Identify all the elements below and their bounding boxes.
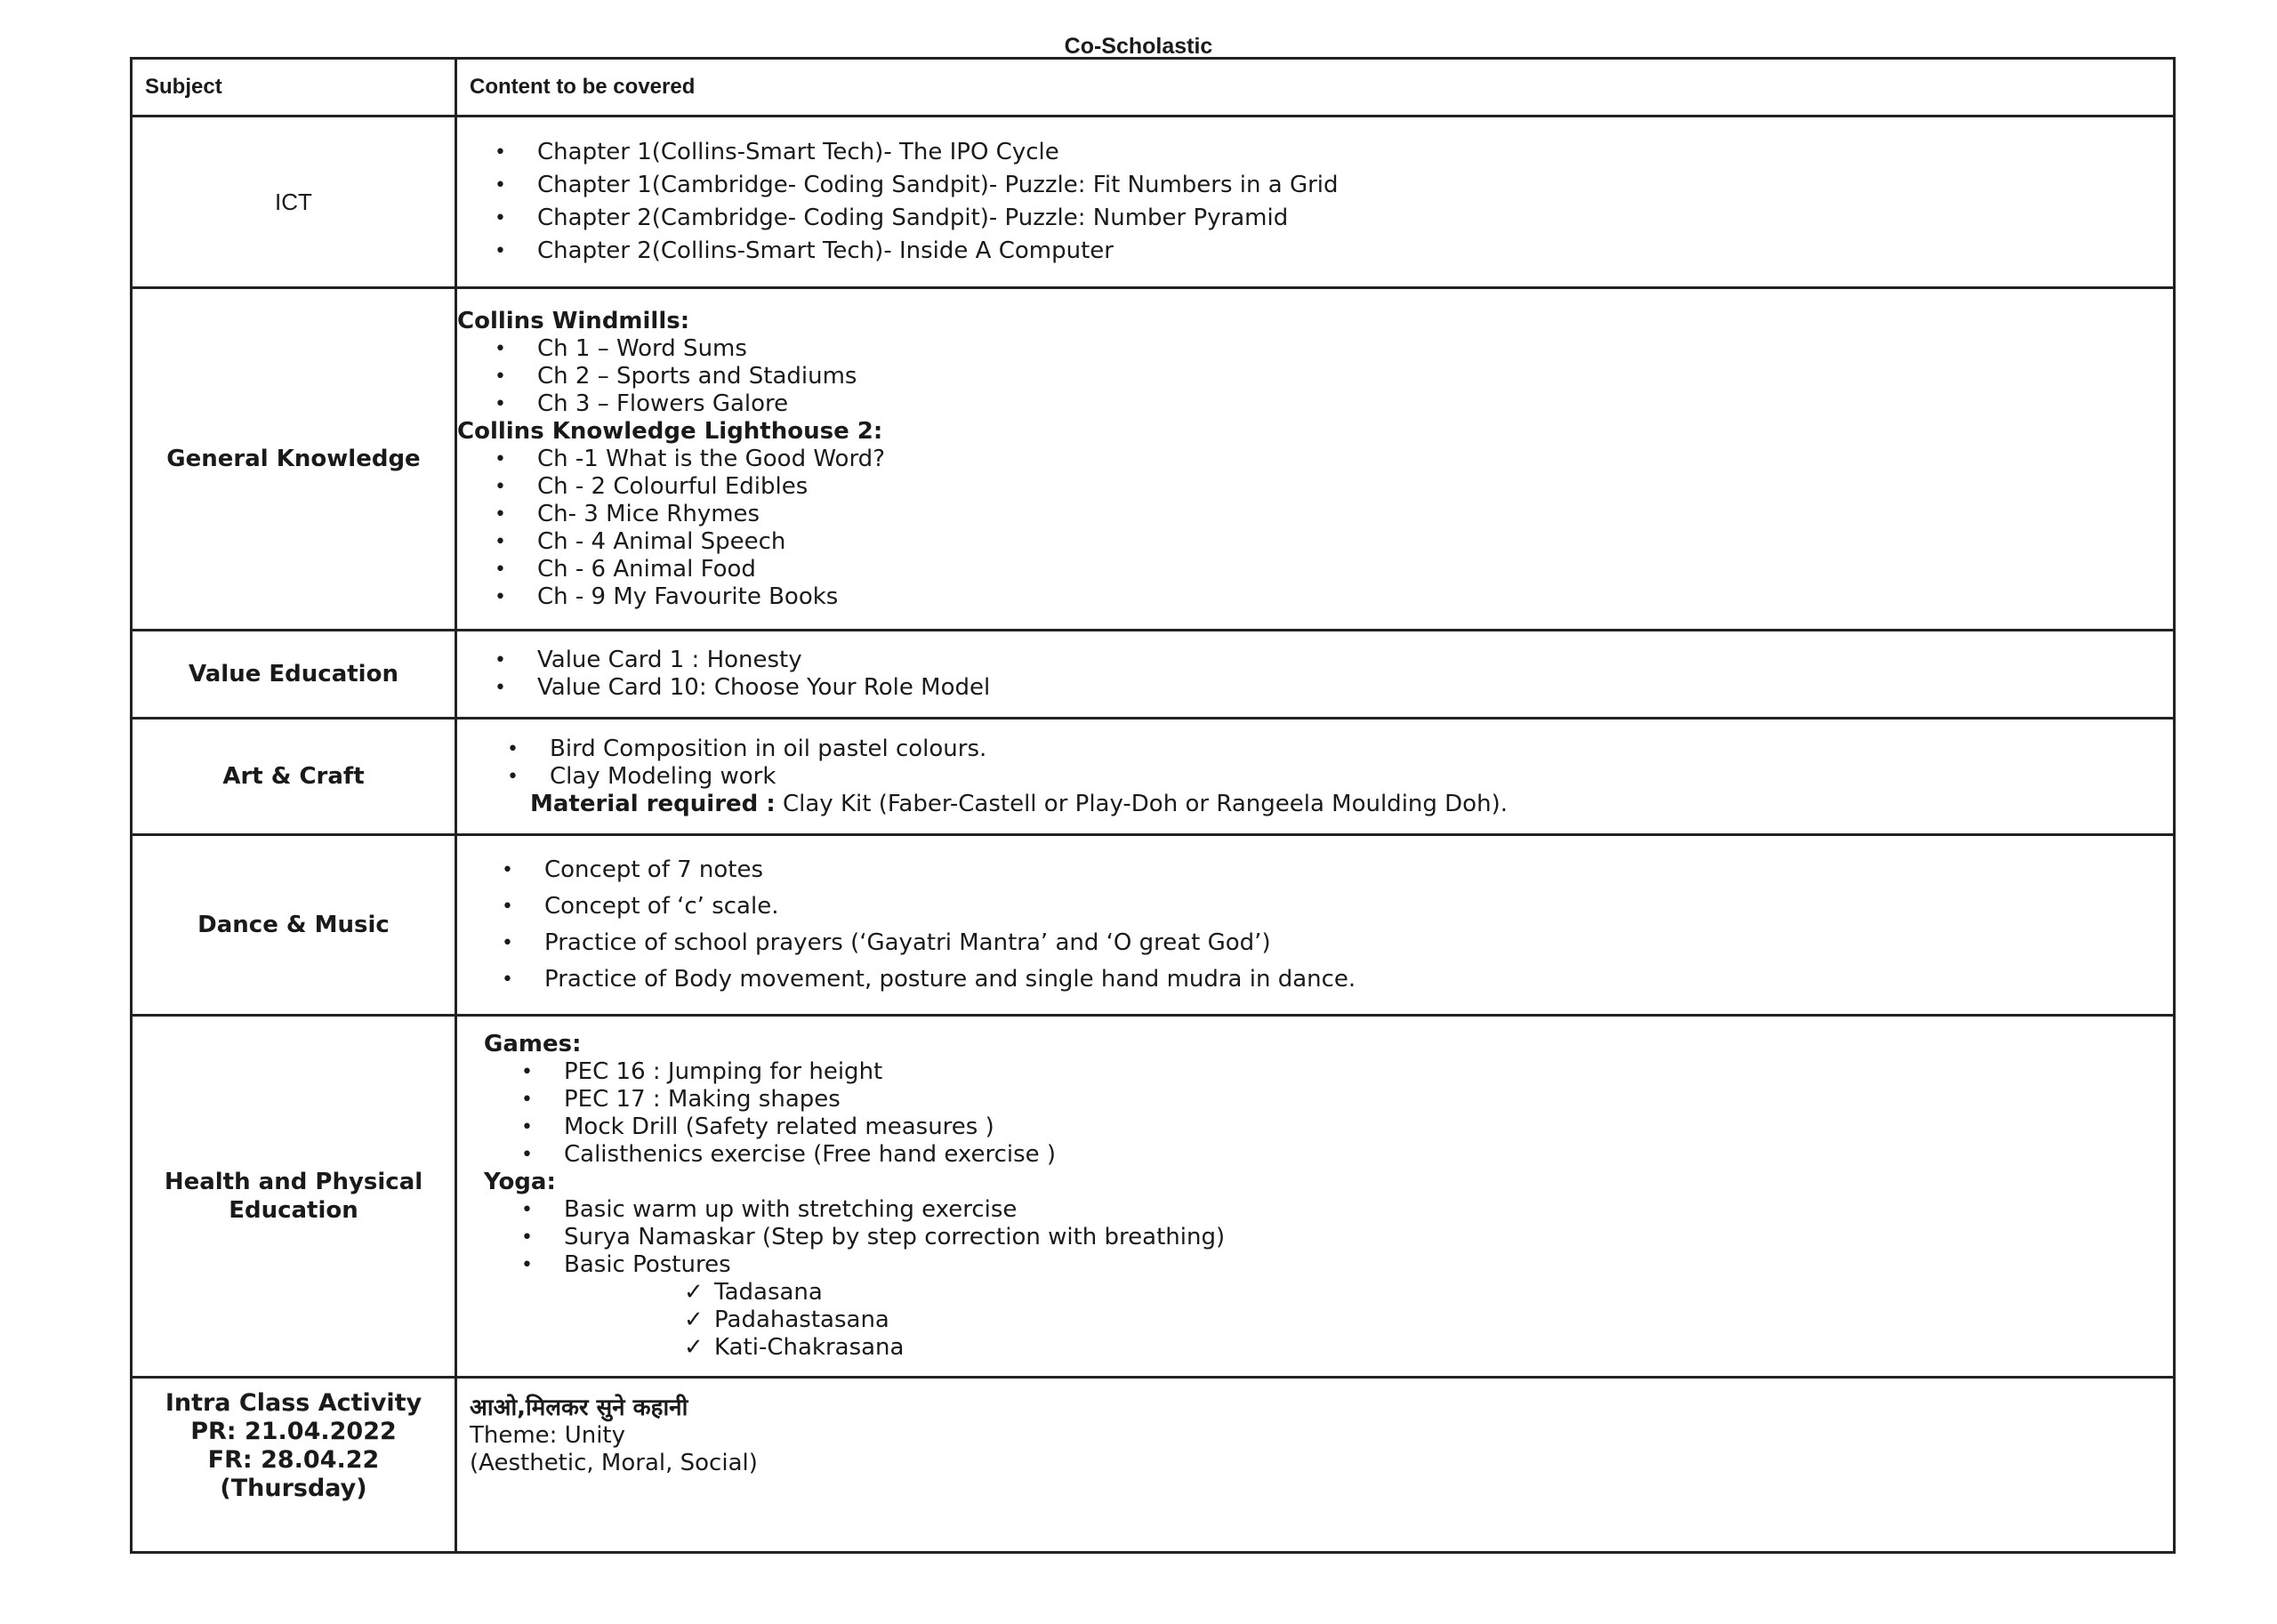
table-row-ict xyxy=(132,117,2175,288)
subject-header: Subject xyxy=(132,59,456,117)
table-row-value-education xyxy=(132,631,2175,719)
day-label: (Thursday) xyxy=(220,1475,367,1502)
ict-list xyxy=(457,139,2173,265)
subject-line: Education xyxy=(229,1197,358,1224)
yoga-list xyxy=(484,1196,2173,1279)
subject-art-craft: Art & Craft xyxy=(132,719,456,835)
material-required-line xyxy=(457,791,2173,818)
activity-values: (Aesthetic, Moral, Social) xyxy=(470,1450,758,1476)
posture-name: Kati-Chakrasana xyxy=(714,1334,905,1361)
list-item: • Clay Modeling work xyxy=(470,763,2173,791)
list-item: • Value Card 1 : Honesty xyxy=(457,647,2173,674)
list-item: • Concept of ‘c’ scale. xyxy=(464,893,2173,921)
list-item: • Ch - 2 Colourful Edibles xyxy=(457,473,2173,501)
co-scholastic-table xyxy=(130,57,2176,1554)
content-dance-music xyxy=(456,835,2175,1016)
gk-list-windmills xyxy=(457,335,2173,418)
list-item: • Ch 2 – Sports and Stadiums xyxy=(457,363,2173,390)
header-row xyxy=(132,59,2175,117)
material-text: Clay Kit (Faber-Castell or Play-Doh or Rangeela Moulding Doh). xyxy=(775,790,1508,817)
posture-name: Tadasana xyxy=(714,1279,823,1306)
subject-general-knowledge: General Knowledge xyxy=(132,288,456,631)
activity-theme: Theme: Unity xyxy=(470,1422,626,1449)
list-item: • PEC 17 : Making shapes xyxy=(484,1086,2173,1113)
list-item: • Chapter 1(Collins-Smart Tech)- The IPO Cycle xyxy=(457,139,2173,166)
pr-date: PR: 21.04.2022 xyxy=(190,1418,397,1445)
list-item: • Mock Drill (Safety related measures ) xyxy=(484,1113,2173,1141)
list-item: • PEC 16 : Jumping for height xyxy=(484,1058,2173,1086)
subject-intra-class-activity xyxy=(132,1378,456,1553)
list-item xyxy=(484,1306,2173,1334)
content-general-knowledge xyxy=(456,288,2175,631)
list-item: • Chapter 2(Cambridge- Coding Sandpit)- Puzzle: Number Pyramid xyxy=(457,205,2173,232)
list-item: • Basic warm up with stretching exercise xyxy=(484,1196,2173,1224)
list-item: • Concept of 7 notes xyxy=(464,856,2173,884)
list-item: • Ch -1 What is the Good Word? xyxy=(457,446,2173,473)
content-intra-class-activity xyxy=(456,1378,2175,1553)
material-label: Material required : xyxy=(530,790,776,817)
list-item: • Ch - 9 My Favourite Books xyxy=(457,583,2173,611)
list-item: • Chapter 1(Cambridge- Coding Sandpit)- Puzzle: Fit Numbers in a Grid xyxy=(457,172,2173,199)
content-value-education xyxy=(456,631,2175,719)
postures-list xyxy=(484,1279,2173,1362)
page-title: Co-Scholastic xyxy=(1064,34,1213,59)
subject-health-physical-education xyxy=(132,1016,456,1378)
table-row-general-knowledge xyxy=(132,288,2175,631)
activity-title: आओ,मिलकर सुने कहानी xyxy=(470,1395,688,1421)
list-item xyxy=(484,1279,2173,1306)
content-header: Content to be covered xyxy=(456,59,2175,117)
subject-title: Intra Class Activity xyxy=(165,1389,422,1417)
table-row-dance-music xyxy=(132,835,2175,1016)
list-item: • Ch - 4 Animal Speech xyxy=(457,528,2173,556)
fr-date: FR: 28.04.22 xyxy=(207,1446,380,1474)
content-art-craft xyxy=(456,719,2175,835)
subject-dance-music: Dance & Music xyxy=(132,835,456,1016)
table-row-art-craft xyxy=(132,719,2175,835)
subject-value-education: Value Education xyxy=(132,631,456,719)
list-item: • Ch 3 – Flowers Galore xyxy=(457,390,2173,418)
games-list xyxy=(484,1058,2173,1169)
list-item: • Surya Namaskar (Step by step correction with breathing) xyxy=(484,1224,2173,1251)
list-item: • Ch- 3 Mice Rhymes xyxy=(457,501,2173,528)
list-item: • Basic Postures xyxy=(484,1251,2173,1279)
check-icon: ✓ xyxy=(684,1306,704,1333)
gk-group-heading: Collins Knowledge Lighthouse 2: xyxy=(457,417,883,445)
subject-ict: ICT xyxy=(132,117,456,288)
list-item xyxy=(484,1334,2173,1362)
art-craft-list xyxy=(470,736,2173,791)
subject-line: Health and Physical xyxy=(164,1169,423,1195)
dance-music-list xyxy=(464,856,2173,993)
list-item: • Calisthenics exercise (Free hand exercise ) xyxy=(484,1141,2173,1169)
list-item: • Practice of Body movement, posture and single hand mudra in dance. xyxy=(464,966,2173,993)
list-item: • Chapter 2(Collins-Smart Tech)- Inside A Computer xyxy=(457,237,2173,265)
gk-list-lighthouse xyxy=(457,446,2173,611)
table-row-intra-class-activity xyxy=(132,1378,2175,1553)
gk-group-heading: Collins Windmills: xyxy=(457,307,690,334)
posture-name: Padahastasana xyxy=(714,1306,889,1333)
list-item: • Practice of school prayers (‘Gayatri Mantra’ and ‘O great God’) xyxy=(464,929,2173,957)
check-icon: ✓ xyxy=(684,1334,704,1361)
check-icon: ✓ xyxy=(684,1279,704,1306)
list-item: • Bird Composition in oil pastel colours. xyxy=(470,736,2173,763)
value-education-list xyxy=(457,647,2173,702)
yoga-heading: Yoga: xyxy=(484,1169,556,1195)
games-heading: Games: xyxy=(484,1031,582,1057)
table-row-health-physical-education xyxy=(132,1016,2175,1378)
list-item: • Ch 1 – Word Sums xyxy=(457,335,2173,363)
list-item: • Ch - 6 Animal Food xyxy=(457,556,2173,583)
content-ict xyxy=(456,117,2175,288)
content-health-physical-education xyxy=(456,1016,2175,1378)
list-item: • Value Card 10: Choose Your Role Model xyxy=(457,674,2173,702)
